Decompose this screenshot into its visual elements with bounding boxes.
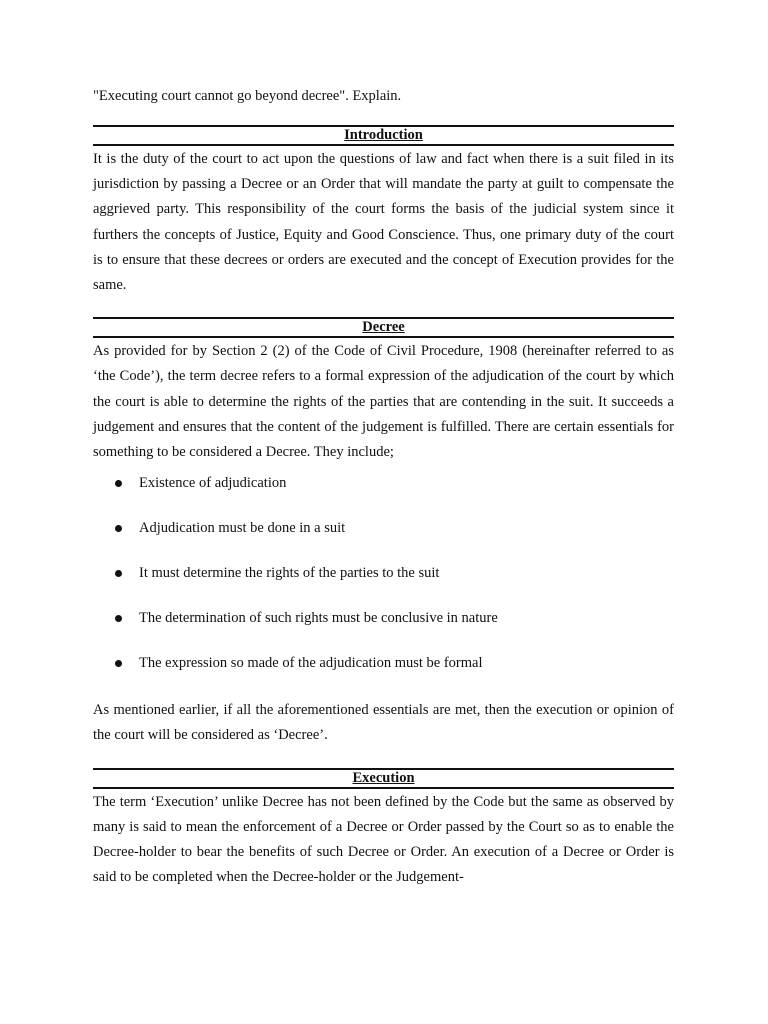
list-item-text: The expression so made of the adjudication must be formal (139, 655, 483, 672)
document-page (93, 86, 674, 890)
decree-essentials-list (93, 473, 674, 673)
section-heading-bar (93, 317, 674, 338)
bullet-dot-icon (115, 615, 122, 622)
execution-paragraph: The term ‘Execution’ unlike Decree has not been defined by the Code but the same as observed by many is said to mean the enforcement of a Decree or Order passed by the Court so as to enable the Decree-holder to bear the benefits of such Decree or Order. An execution of a Decree or Order is said to be completed when the Decree-holder or the Judgement- (93, 793, 674, 886)
list-item-text: It must determine the rights of the parties to the suit (139, 565, 440, 582)
section-heading-introduction: Introduction (344, 127, 423, 143)
list-item-text: Adjudication must be done in a suit (139, 520, 346, 537)
section-heading-execution: Execution (352, 769, 415, 786)
list-item (93, 653, 674, 673)
document-title: "Executing court cannot go beyond decree". Explain. (93, 88, 402, 104)
bullet-dot-icon (115, 480, 122, 487)
section-heading-bar (93, 768, 674, 789)
section-heading-decree: Decree (362, 319, 405, 336)
list-item (93, 563, 674, 583)
bullet-dot-icon (115, 570, 122, 577)
introduction-paragraph: It is the duty of the court to act upon the questions of law and fact when there is a suit filed in its jurisdiction by passing a Decree or an Order that will mandate the party at guilt to compensate the aggrieved party. This responsibility of the court forms the basis of the judicial system since it furthers the concepts of Justice, Equity and Good Conscience. Thus, one primary duty of the court is to ensure that these decrees or orders are executed and the concept of Execution provides for the same. (93, 151, 674, 294)
section-heading-bar (93, 125, 674, 146)
bullet-dot-icon (115, 525, 122, 532)
list-item (93, 473, 674, 493)
section-introduction (93, 125, 674, 298)
bullet-dot-icon (115, 660, 122, 667)
section-decree (93, 317, 674, 748)
list-item-text: Existence of adjudication (139, 475, 287, 492)
list-item (93, 518, 674, 538)
section-execution (93, 768, 674, 891)
list-item (93, 608, 674, 628)
decree-paragraph: As provided for by Section 2 (2) of the Code of Civil Procedure, 1908 (hereinafter referred to as ‘the Code’), the term decree refers to a formal expression of the adjudication of the court by which the court is able to determine the rights of the parties that are contending in the suit. It succeeds a judgement and ensures that the content of the judgement is fulfilled. There are certain essentials for something to be considered a Decree. They include; (93, 343, 674, 461)
decree-closing-paragraph: As mentioned earlier, if all the aforementioned essentials are met, then the execution or opinion of the court will be considered as ‘Decree’. (93, 702, 674, 744)
list-item-text: The determination of such rights must be conclusive in nature (139, 610, 498, 627)
